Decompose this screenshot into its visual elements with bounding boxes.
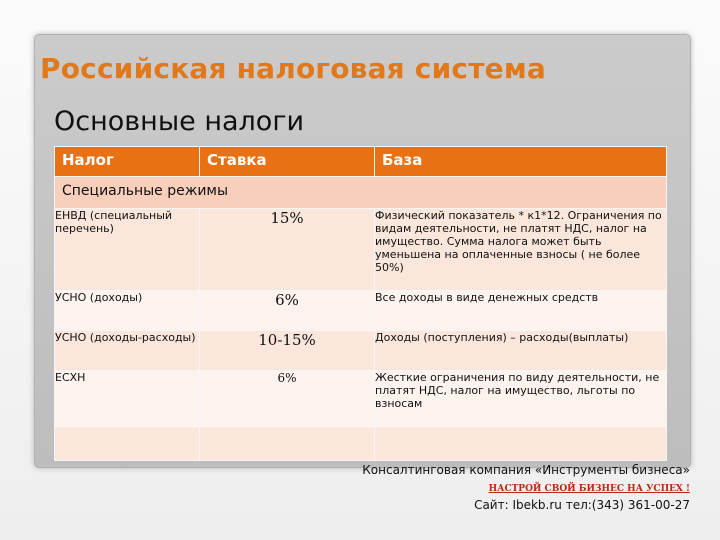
slide-title: Российская налоговая система [40, 52, 547, 85]
tax-name-cell [55, 427, 200, 461]
tax-base-cell: Все доходы в виде денежных средств [375, 291, 667, 331]
slide-subtitle: Основные налоги [54, 106, 305, 137]
tax-name-cell: ЕНВД (специальный перечень) [55, 209, 200, 291]
tax-name-cell: ЕСХН [55, 371, 200, 427]
tax-rate-cell [200, 427, 375, 461]
tax-base-cell: Физический показатель * к1*12. Ограничения по видам деятельности, не платят НДС, налог на имущество. Сумма налога может быть уменьшена на оплаченные взносы ( не более 50%) [375, 209, 667, 291]
footer-slogan[interactable]: НАСТРОЙ СВОЙ БИЗНЕС НА УСПЕХ ! [488, 484, 690, 494]
tax-name-cell: УСНО (доходы) [55, 291, 200, 331]
tax-rate-cell: 10-15% [200, 331, 375, 371]
footer-company: Консалтинговая компания «Инструменты бизнеса» [362, 463, 690, 477]
section-label: Специальные режимы [55, 177, 667, 209]
tax-table [54, 146, 667, 461]
footer-contacts: Сайт: Ibekb.ru тел:(343) 361-00-27 [474, 498, 690, 512]
header-base: База [375, 147, 667, 177]
table-row [55, 371, 667, 427]
header-rate: Ставка [200, 147, 375, 177]
tax-base-cell: Доходы (поступления) – расходы(выплаты) [375, 331, 667, 371]
tax-rate-cell: 15% [200, 209, 375, 291]
tax-name-cell: УСНО (доходы-расходы) [55, 331, 200, 371]
table-row [55, 209, 667, 291]
tax-base-cell: Жесткие ограничения по виду деятельности, не платят НДС, налог на имущество, льготы по взносам [375, 371, 667, 427]
section-row [55, 177, 667, 209]
table-header-row [55, 147, 667, 177]
tax-base-cell [375, 427, 667, 461]
tax-rate-cell: 6% [200, 371, 375, 427]
table-row [55, 331, 667, 371]
table-row [55, 291, 667, 331]
table-row [55, 427, 667, 461]
header-tax: Налог [55, 147, 200, 177]
tax-rate-cell: 6% [200, 291, 375, 331]
